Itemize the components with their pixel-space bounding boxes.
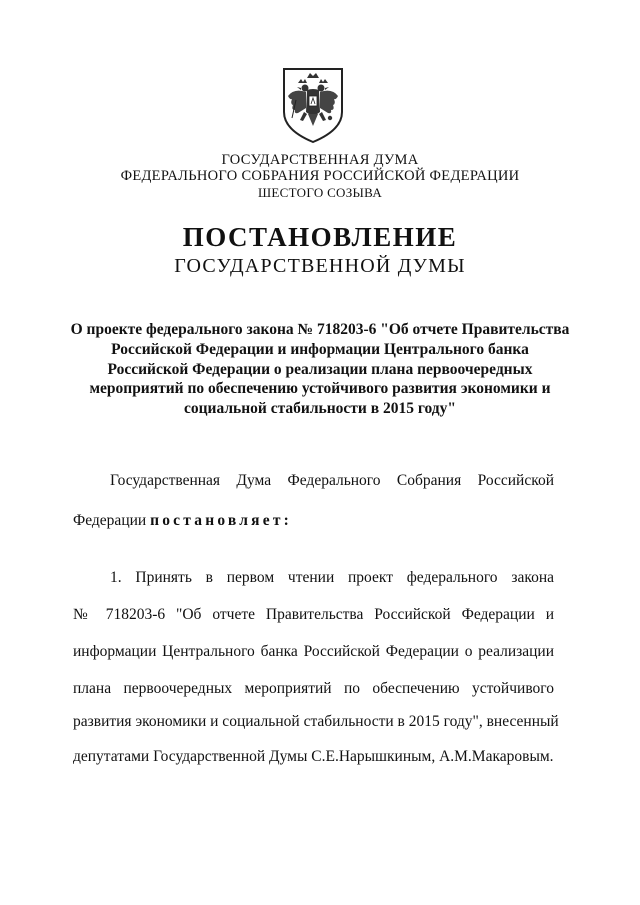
subject-line: Российской Федерации и информации Центрального банка [111, 340, 529, 358]
russian-coat-of-arms-icon [280, 66, 346, 144]
item1-line: депутатами Государственной Думы С.Е.Нарышкиным, А.М.Макаровым. [73, 748, 554, 765]
item1-line: 1. Принять в первом чтении проект федерального закона [110, 569, 554, 586]
header-federal-assembly: ФЕДЕРАЛЬНОГО СОБРАНИЯ РОССИЙСКОЙ ФЕДЕРАЦИИ [120, 168, 520, 184]
preamble-line: Государственная Дума Федерального Собрания Российской [110, 472, 554, 489]
item1-line: № 718203-6 "Об отчете Правительства Российской Федерации и [73, 606, 554, 623]
item1-line: информации Центрального банка Российской Федерации о реализации [73, 643, 554, 660]
preamble-start: Федерации [73, 512, 147, 529]
subject-line: Российской Федерации о реализации плана первоочередных [107, 360, 533, 378]
preamble-line [73, 512, 292, 530]
item1-line: развития экономики и социальной стабильности в 2015 году", внесенный [73, 713, 559, 730]
header-convocation: ШЕСТОГО СОЗЫВА [257, 185, 383, 200]
item1-line: плана первоочередных мероприятий по обеспечению устойчивого [73, 680, 554, 697]
subject-line: О проекте федерального закона № 718203-6 "Об отчете Правительства [70, 321, 570, 338]
resolution-subject [0, 320, 640, 419]
subject-line: социальной стабильности в 2015 году" [183, 400, 456, 418]
preamble-decides: постановляет: [150, 512, 292, 529]
subject-line: мероприятий по обеспечению устойчивого развития экономики и [89, 380, 551, 398]
header-parliament: ГОСУДАРСТВЕННАЯ ДУМА [221, 152, 419, 168]
document-subtitle: ГОСУДАРСТВЕННОЙ ДУМЫ [174, 255, 466, 277]
document-title: ПОСТАНОВЛЕНИЕ [182, 222, 458, 252]
